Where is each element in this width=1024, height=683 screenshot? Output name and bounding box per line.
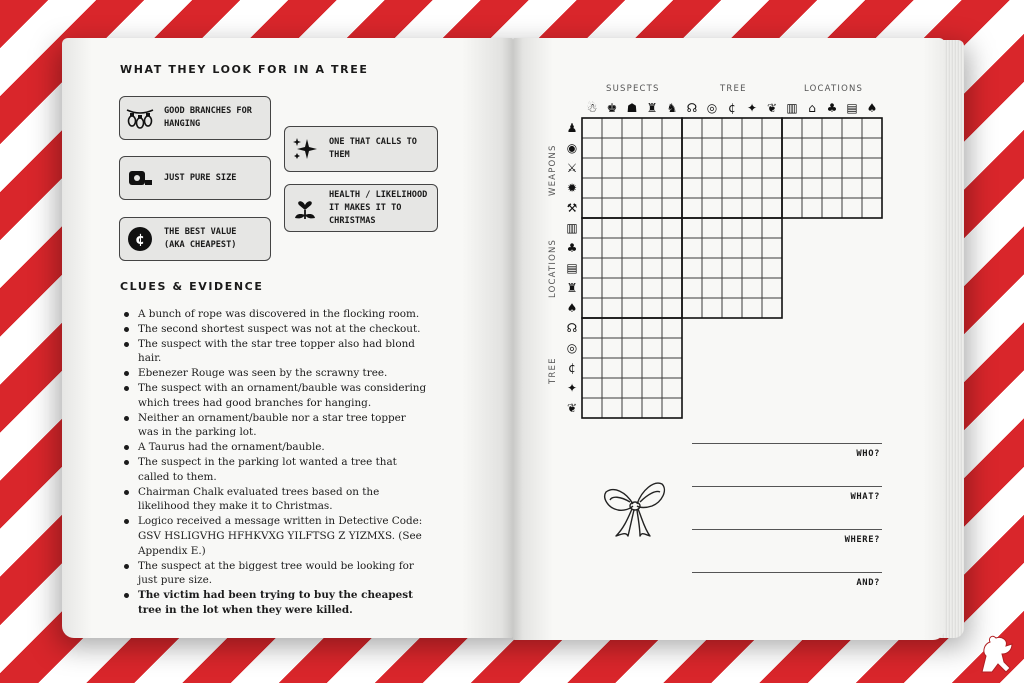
- grid-cell[interactable]: [702, 258, 722, 278]
- grid-block-tree-weapons[interactable]: [682, 118, 782, 218]
- tree-wants-heading: WHAT THEY LOOK FOR IN A TREE: [120, 63, 369, 76]
- grid-cell[interactable]: [622, 378, 642, 398]
- ornament-lights-icon: ☊: [686, 101, 698, 115]
- grid-cell[interactable]: [602, 358, 622, 378]
- grid-cell[interactable]: [762, 298, 782, 318]
- grid-cell[interactable]: [762, 118, 782, 138]
- grid-cell[interactable]: [662, 218, 682, 238]
- suspect-2-icon: ♚: [606, 101, 618, 115]
- grid-block-suspects-tree[interactable]: [582, 318, 682, 418]
- grid-cell[interactable]: [662, 278, 682, 298]
- grid-cell[interactable]: [642, 358, 662, 378]
- grid-cell[interactable]: [582, 278, 602, 298]
- answer-line[interactable]: [692, 486, 882, 487]
- grid-cell[interactable]: [682, 178, 702, 198]
- grid-cell[interactable]: [862, 178, 882, 198]
- grid-cell[interactable]: [662, 318, 682, 338]
- grid-block-border: [682, 118, 782, 218]
- grid-cell[interactable]: [842, 178, 862, 198]
- grid-cell[interactable]: [622, 318, 642, 338]
- grid-cell[interactable]: [682, 138, 702, 158]
- grid-cell[interactable]: [662, 358, 682, 378]
- grid-cell[interactable]: [662, 238, 682, 258]
- answer-line[interactable]: [692, 443, 882, 444]
- grid-cell[interactable]: [722, 118, 742, 138]
- answer-label-where: WHERE?: [844, 535, 880, 545]
- grid-cell[interactable]: [622, 158, 642, 178]
- grid-cell[interactable]: [702, 278, 722, 298]
- grid-block-border: [582, 218, 682, 318]
- grid-cell[interactable]: [642, 298, 662, 318]
- grid-cell[interactable]: [702, 158, 722, 178]
- grid-cell[interactable]: [622, 298, 642, 318]
- grid-block-locations-weapons[interactable]: [782, 118, 882, 218]
- grid-cell[interactable]: [662, 378, 682, 398]
- cents-coin-icon: ¢: [728, 101, 736, 115]
- grid-cell[interactable]: [642, 218, 662, 238]
- weapon-4-icon: ✹: [566, 181, 578, 195]
- grid-cell[interactable]: [582, 238, 602, 258]
- grid-cell[interactable]: [662, 178, 682, 198]
- grid-cell[interactable]: [622, 358, 642, 378]
- clue-item: Chairman Chalk evaluated trees based on the likelihood they make it to Christmas.: [118, 485, 428, 515]
- weapon-3-icon: ⚔: [566, 161, 578, 175]
- grid-block-border: [682, 218, 782, 318]
- grid-cell[interactable]: [682, 298, 702, 318]
- grid-cell[interactable]: [642, 118, 662, 138]
- want-label: THE BEST VALUE: [164, 227, 237, 237]
- sparkle-stars-icon: ✦: [746, 101, 758, 115]
- grid-cell[interactable]: [782, 158, 802, 178]
- grid-cell[interactable]: [742, 278, 762, 298]
- grid-cell[interactable]: [722, 178, 742, 198]
- grid-cell[interactable]: [662, 138, 682, 158]
- grid-cell[interactable]: [802, 158, 822, 178]
- grid-cell[interactable]: [842, 138, 862, 158]
- grid-cell[interactable]: [662, 158, 682, 178]
- grid-cell[interactable]: [742, 238, 762, 258]
- grid-cell[interactable]: [582, 118, 602, 138]
- grid-cell[interactable]: [622, 218, 642, 238]
- grid-cell[interactable]: [582, 198, 602, 218]
- answer-label-what: WHAT?: [850, 492, 880, 502]
- grid-cell[interactable]: [762, 258, 782, 278]
- grid-cell[interactable]: [622, 258, 642, 278]
- grid-cell[interactable]: [622, 118, 642, 138]
- col-header-locations: LOCATIONS: [804, 84, 864, 94]
- want-label: HEALTH / LIKELIHOOD: [329, 189, 428, 200]
- clue-item: A Taurus had the ornament/bauble.: [118, 440, 428, 455]
- grid-cell[interactable]: [602, 298, 622, 318]
- grid-cell[interactable]: [802, 198, 822, 218]
- grid-cell[interactable]: [862, 118, 882, 138]
- row-header-weapons: WEAPONS: [548, 144, 558, 196]
- grid-cell[interactable]: [602, 238, 622, 258]
- grid-cell[interactable]: [802, 178, 822, 198]
- grid-block-suspects-locations[interactable]: [582, 218, 682, 318]
- grid-cell[interactable]: [822, 178, 842, 198]
- want-label: HANGING: [164, 119, 201, 129]
- grid-cell[interactable]: [762, 138, 782, 158]
- want-label: THEM: [329, 150, 350, 160]
- tape-measure-icon: ◎: [566, 341, 578, 355]
- grid-cell[interactable]: [722, 298, 742, 318]
- grid-cell[interactable]: [682, 158, 702, 178]
- grid-cell[interactable]: [582, 138, 602, 158]
- grid-cell[interactable]: [682, 258, 702, 278]
- want-label: JUST PURE SIZE: [164, 172, 237, 183]
- clue-item: The suspect with the star tree topper also had blond hair.: [118, 337, 428, 367]
- grid-cell[interactable]: [722, 238, 742, 258]
- grid-block-tree-locations[interactable]: [682, 218, 782, 318]
- grid-cell[interactable]: [702, 138, 722, 158]
- location-4-icon: ♜: [566, 281, 578, 295]
- grid-cell[interactable]: [582, 398, 602, 418]
- grid-cell[interactable]: [862, 198, 882, 218]
- col-header-tree: TREE: [720, 84, 747, 94]
- clue-item: Logico received a message written in Detective Code: GSV HSLIGVHG HFHKVXG YILFTSG Z YIZMXS. (See Appendix E.): [118, 514, 428, 558]
- grid-cell[interactable]: [782, 178, 802, 198]
- grid-cell[interactable]: [642, 238, 662, 258]
- grid-cell[interactable]: [582, 218, 602, 238]
- grid-cell[interactable]: [622, 178, 642, 198]
- clue-item: The suspect in the parking lot wanted a tree that called to them.: [118, 455, 428, 485]
- grid-cell[interactable]: [602, 318, 622, 338]
- grid-cell[interactable]: [782, 198, 802, 218]
- grid-cell[interactable]: [822, 198, 842, 218]
- grid-cell[interactable]: [702, 238, 722, 258]
- grid-cell[interactable]: [742, 218, 762, 238]
- grid-cell[interactable]: [602, 118, 622, 138]
- grid-cell[interactable]: [622, 278, 642, 298]
- grid-cell[interactable]: [622, 338, 642, 358]
- weapon-1-icon: ♟: [566, 121, 578, 135]
- location-4-icon: ▤: [846, 101, 858, 115]
- grid-cell[interactable]: [762, 238, 782, 258]
- weapon-2-icon: ◉: [566, 141, 578, 155]
- grid-cell[interactable]: [642, 138, 662, 158]
- want-label: GOOD BRANCHES FOR: [164, 106, 252, 116]
- grid-cell[interactable]: [682, 118, 702, 138]
- grid-cell[interactable]: [702, 298, 722, 318]
- clue-item: Ebenezer Rouge was seen by the scrawny tree.: [118, 366, 428, 381]
- grid-cell[interactable]: [762, 218, 782, 238]
- grid-cell[interactable]: [622, 138, 642, 158]
- publisher-logo-icon: [972, 632, 1018, 678]
- grid-cell[interactable]: [722, 258, 742, 278]
- grid-block-suspects-weapons[interactable]: [582, 118, 682, 218]
- want-label: IT MAKES IT TO: [329, 202, 402, 213]
- grid-cell[interactable]: [662, 258, 682, 278]
- answer-label-who: WHO?: [856, 449, 880, 459]
- grid-cell[interactable]: [682, 278, 702, 298]
- grid-cell[interactable]: [682, 218, 702, 238]
- grid-cell[interactable]: [742, 138, 762, 158]
- grid-cell[interactable]: [842, 198, 862, 218]
- grid-cell[interactable]: [722, 138, 742, 158]
- clue-item: The second shortest suspect was not at the checkout.: [118, 322, 428, 337]
- location-5-icon: ♠: [866, 101, 878, 115]
- grid-cell[interactable]: [682, 198, 702, 218]
- weapon-5-icon: ⚒: [566, 201, 578, 215]
- grid-cell[interactable]: [602, 198, 622, 218]
- grid-cell[interactable]: [802, 138, 822, 158]
- location-1-icon: ▥: [566, 221, 578, 235]
- grid-cell[interactable]: [662, 398, 682, 418]
- heart-sprout-icon: ❦: [766, 101, 778, 115]
- grid-cell[interactable]: [602, 138, 622, 158]
- bow-icon: [600, 474, 670, 544]
- grid-cell[interactable]: [742, 198, 762, 218]
- want-label: (AKA CHEAPEST): [164, 240, 237, 250]
- answer-line[interactable]: [692, 529, 882, 530]
- grid-cell[interactable]: [602, 158, 622, 178]
- suspect-3-icon: ☗: [626, 101, 638, 115]
- location-1-icon: ▥: [786, 101, 798, 115]
- grid-cell[interactable]: [642, 378, 662, 398]
- grid-cell[interactable]: [762, 198, 782, 218]
- grid-cell[interactable]: [642, 398, 662, 418]
- location-2-icon: ♣: [566, 241, 578, 255]
- grid-cell[interactable]: [602, 278, 622, 298]
- grid-cell[interactable]: [642, 318, 662, 338]
- grid-block-border: [782, 118, 882, 218]
- grid-cell[interactable]: [602, 258, 622, 278]
- grid-cell[interactable]: [742, 158, 762, 178]
- grid-cell[interactable]: [602, 378, 622, 398]
- grid-cell[interactable]: [642, 198, 662, 218]
- grid-cell[interactable]: [582, 298, 602, 318]
- grid-block-border: [582, 118, 682, 218]
- grid-cell[interactable]: [782, 118, 802, 138]
- clue-item: Neither an ornament/bauble nor a star tree topper was in the parking lot.: [118, 411, 428, 441]
- grid-cell[interactable]: [822, 118, 842, 138]
- answer-line[interactable]: [692, 572, 882, 573]
- grid-cell[interactable]: [622, 198, 642, 218]
- grid-cell[interactable]: [662, 338, 682, 358]
- grid-cell[interactable]: [722, 158, 742, 178]
- col-header-suspects: SUSPECTS: [606, 84, 660, 94]
- grid-cell[interactable]: [582, 158, 602, 178]
- grid-cell[interactable]: [762, 178, 782, 198]
- grid-block-border: [582, 318, 682, 418]
- grid-cell[interactable]: [722, 278, 742, 298]
- grid-cell[interactable]: [662, 118, 682, 138]
- clue-item: The victim had been trying to buy the cheapest tree in the lot when they were killed.: [118, 588, 428, 618]
- location-3-icon: ♣: [826, 101, 838, 115]
- grid-cell[interactable]: [642, 278, 662, 298]
- grid-cell[interactable]: [602, 218, 622, 238]
- grid-cell[interactable]: [602, 338, 622, 358]
- location-2-icon: ⌂: [808, 101, 816, 115]
- grid-cell[interactable]: [702, 198, 722, 218]
- grid-cell[interactable]: [582, 378, 602, 398]
- grid-cell[interactable]: [822, 158, 842, 178]
- grid-cell[interactable]: [682, 238, 702, 258]
- ornament-lights-icon: ☊: [566, 321, 578, 335]
- grid-cell[interactable]: [582, 318, 602, 338]
- grid-cell[interactable]: [662, 298, 682, 318]
- answer-label-and: AND?: [856, 578, 880, 588]
- want-label: ONE THAT CALLS TO: [329, 137, 417, 147]
- grid-cell[interactable]: [762, 158, 782, 178]
- grid-cell[interactable]: [862, 138, 882, 158]
- grid-cell[interactable]: [602, 178, 622, 198]
- grid-cell[interactable]: [702, 178, 722, 198]
- grid-cell[interactable]: [582, 358, 602, 378]
- grid-cell[interactable]: [742, 258, 762, 278]
- grid-cell[interactable]: [602, 398, 622, 418]
- suspect-4-icon: ♜: [646, 101, 658, 115]
- grid-cell[interactable]: [762, 278, 782, 298]
- grid-cell[interactable]: [722, 218, 742, 238]
- grid-cell[interactable]: [742, 118, 762, 138]
- grid-cell[interactable]: [862, 158, 882, 178]
- grid-cell[interactable]: [822, 138, 842, 158]
- location-5-icon: ♠: [566, 301, 578, 315]
- suspect-5-icon: ♞: [666, 101, 678, 115]
- grid-cell[interactable]: [742, 178, 762, 198]
- grid-cell[interactable]: [642, 258, 662, 278]
- grid-cell[interactable]: [642, 338, 662, 358]
- grid-cell[interactable]: [702, 218, 722, 238]
- grid-cell[interactable]: [782, 138, 802, 158]
- grid-cell[interactable]: [842, 118, 862, 138]
- grid-cell[interactable]: [622, 238, 642, 258]
- row-header-tree: TREE: [548, 357, 558, 384]
- grid-cell[interactable]: [662, 198, 682, 218]
- grid-cell[interactable]: [642, 178, 662, 198]
- grid-cell[interactable]: [622, 398, 642, 418]
- grid-cell[interactable]: [642, 158, 662, 178]
- suspect-1-icon: ☃: [586, 101, 598, 115]
- grid-cell[interactable]: [582, 338, 602, 358]
- clues-heading: CLUES & EVIDENCE: [120, 280, 264, 293]
- clue-item: The suspect with an ornament/bauble was considering which trees had good branches for hanging.: [118, 381, 428, 411]
- tape-measure-icon: ◎: [706, 101, 718, 115]
- location-3-icon: ▤: [566, 261, 578, 275]
- svg-text:¢: ¢: [135, 232, 145, 248]
- heart-sprout-icon: ❦: [566, 401, 578, 415]
- clue-item: The suspect at the biggest tree would be looking for just pure size.: [118, 559, 428, 589]
- grid-cell[interactable]: [582, 258, 602, 278]
- grid-cell[interactable]: [582, 178, 602, 198]
- grid-cell[interactable]: [802, 118, 822, 138]
- want-label: CHRISTMAS: [329, 215, 376, 226]
- grid-cell[interactable]: [842, 158, 862, 178]
- grid-cell[interactable]: [702, 118, 722, 138]
- grid-cell[interactable]: [742, 298, 762, 318]
- sparkle-stars-icon: ✦: [566, 381, 578, 395]
- row-header-locations: LOCATIONS: [548, 238, 558, 298]
- grid-cell[interactable]: [722, 198, 742, 218]
- clue-item: A bunch of rope was discovered in the flocking room.: [118, 307, 428, 322]
- cents-coin-icon: ¢: [568, 361, 576, 375]
